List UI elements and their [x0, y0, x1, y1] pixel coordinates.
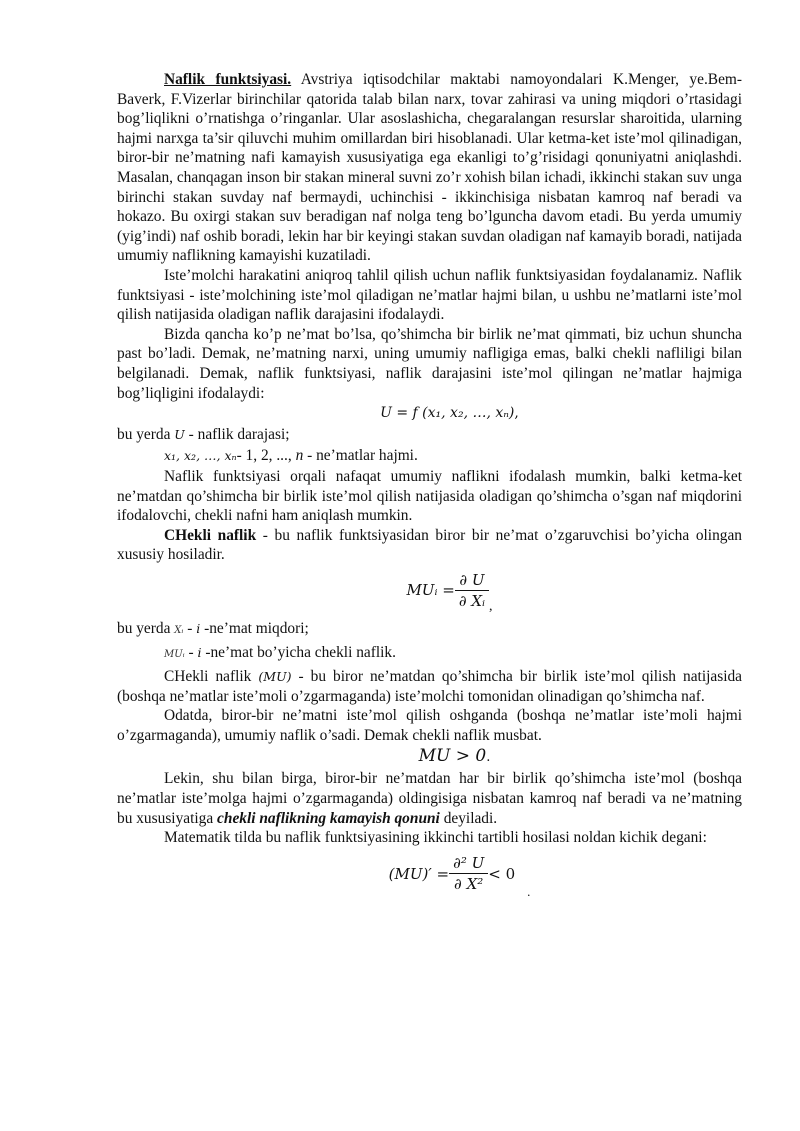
formula-sd-denominator: ∂ X² — [454, 875, 484, 894]
formula-utility-function — [117, 403, 742, 423]
formula-mu-positive-expr: MU > 0 — [418, 746, 487, 767]
paragraph-naflik-funktsiyasi — [117, 70, 742, 266]
formula-sd-fraction — [449, 854, 488, 893]
document-page — [117, 70, 742, 900]
legend-xi-text: -ne’mat miqdori; — [200, 620, 309, 638]
legend-xi-prefix: bu yerda — [117, 620, 175, 638]
legend-u-text: - naflik darajasi; — [184, 426, 290, 444]
legend-xi — [117, 619, 742, 640]
legend-u — [117, 425, 742, 446]
formula-sd-rhs: < 0 — [488, 864, 516, 883]
legend-xi-dash: - — [183, 620, 197, 638]
p6-b: - bu biror ne’matdan qo’shimcha bir birlik iste’mol qilish natijasida (boshqa ne’matlar iste’moli o’zgarmaganda) iste’molchi tomonidan olinadigan qo’shimcha naf. — [117, 668, 742, 705]
paragraph-demand: Bizda qancha ko’p ne’mat bo’lsa, qo’shimcha bir birlik ne’mat qimmati, biz uchun shuncha past bo’ladi. Demak, ne’matning narxi, uning umumiy nafligiga emas, balki chekli nafliligi bilan belgilanadi. Demak, naflik funktsiyasi, naflik darajasini iste’mol qilingan ne’matlar hajmiga bog’liqligini ifodalaydi: — [117, 325, 742, 402]
paragraph-analysis: Iste’molchi harakatini aniqroq tahlil qilish uchun naflik funktsiyasidan foydalanamiz. Naflik funktsiyasi - iste’molchining iste’mol qiladigan ne’matlar hajmi bilan, u ushbu ne’matlarni iste’mol qilish natijasida oladigan naflik darajasini ifodalaydi. — [117, 266, 742, 324]
law-name: chekli naflikning kamayish qonuni — [217, 809, 440, 827]
p6-symbol: (MU) — [258, 669, 292, 685]
formula-utility-expr: U = f (x₁, x₂, …, xₙ) — [380, 405, 515, 422]
legend-xi-symbol: Xᵢ — [174, 625, 184, 637]
legend-mui-symbol: MUᵢ — [164, 649, 185, 661]
legend-mui-i: i — [197, 645, 202, 661]
p8-a: Lekin, shu bilan birga, biror-bir ne’matdan har bir birlik qo’shimcha iste’mol (boshqa ne’matlar iste’molga hajmi o’zgarmaganda) oldingisiga nisbatan kamroq naf beradi va ne’matning bu xususiyatiga — [117, 770, 742, 827]
formula-mu-denominator: ∂ Xᵢ — [458, 591, 486, 610]
p8-b: deyiladi. — [439, 809, 498, 827]
formula-utility-tail: , — [514, 405, 519, 422]
formula-marginal-utility — [117, 565, 742, 615]
legend-x-text-a: - 1, 2, ..., — [236, 447, 296, 465]
legend-mui-dash: - — [184, 644, 198, 662]
legend-xi-i: i — [196, 621, 201, 637]
legend-x-text-b: - ne’matlar hajmi. — [303, 447, 418, 465]
paragraph-math: Matematik tilda bu naflik funktsiyasining ikkinchi tartibli hosilasi noldan kichik degani: — [164, 829, 707, 847]
legend-x-n: n — [295, 447, 304, 465]
formula-mu-lhs: MUᵢ = — [406, 581, 455, 600]
formula-sd-numerator: ∂² U — [449, 854, 488, 874]
definition-text: - bu naflik funktsiyasidan biror bir ne’mat o’zgaruvchisi bo’yicha olingan xususiy hosiladir. — [117, 526, 742, 564]
formula-mu-numerator: ∂ U — [455, 571, 488, 591]
p6-a: CHekli naflik — [164, 668, 259, 686]
formula-mu-tail: , — [489, 599, 493, 615]
term-chekli-naflik: CHekli naflik — [164, 526, 257, 544]
formula-mu-positive-tail: . — [486, 750, 491, 766]
formula-mu-fraction — [455, 571, 489, 610]
formula-second-derivative — [117, 848, 742, 900]
legend-u-prefix: bu yerda — [117, 426, 175, 444]
paragraph-marginal-intro: Naflik funktsiyasi orqali nafaqat umumiy naflikni ifodalash mumkin, balki ketma-ket ne’matdan qo’shimcha bir birlik iste’mol qilish natijasida oladigan qo’shimcha o’sgan naf miqdorini ifodalovchi, chekli nafni ham aniqlash mumkin. — [117, 468, 742, 525]
paragraph-positive: Odatda, biror-bir ne’matni iste’mol qilish oshganda (boshqa ne’matlar iste’moli hajmi o’zgarmaganda), umumiy naflik o’sadi. Demak chekli naflik musbat. — [117, 707, 742, 744]
paragraph-marginal-definition — [117, 526, 742, 565]
legend-mui — [117, 643, 742, 664]
legend-x-symbol: x₁, x₂, …, xₙ — [164, 448, 237, 464]
legend-mui-text: -ne’mat bo’yicha chekli naflik. — [201, 644, 396, 662]
legend-u-symbol: U — [174, 427, 185, 443]
legend-x — [117, 446, 742, 467]
paragraph-marginal-explained — [117, 667, 742, 706]
paragraph-law — [117, 769, 742, 828]
formula-sd-lhs: (MU)′ = — [388, 864, 450, 883]
paragraph-text: Avstriya iqtisodchilar maktabi namoyondalari K.Menger, ye.Bem-Baverk, F.Vizerlar birinchilar qatorida talab bilan narx, tovar zahirasi va uning miqdori o’rtasidagi bog’liqlikni o’rnatishga o’ringanlar. Ular asoslashicha, chegaralangan resurslar sharoitida, ularning hajmi narxga ta’sir qiluvchi muhim omillardan biri hisoblanadi. Ular ketma-ket iste’mol qilinadigan, biror-bir ne’matning nafi kamayish xususiyatiga ega ekanligi to’g’risidagi qonuniyatni aniqlashdi. Masalan, chanqagan inson bir stakan mineral suvni zo’r xohish bilan ichadi, ikkinchi stakan suv unga birinchi stakan suvday naf bermaydi, uchinchisi - ikkinchisiga nisbatan kamroq naf beradi va hokazo. Bu oxirgi stakan suv beradigan naf nolga teng bo’lguncha davom etadi. Bu yerda umumiy (yig’indi) naf oshib boradi, lekin har bir keyingi stakan suvdan oladigan naf kamayib boradi, natijada umumiy naflikning kamayishi kuzatiladi. — [117, 71, 742, 265]
formula-mu-positive — [117, 745, 742, 767]
section-title: Naflik funktsiyasi. — [164, 71, 292, 88]
formula-sd-tail: . — [527, 883, 531, 899]
